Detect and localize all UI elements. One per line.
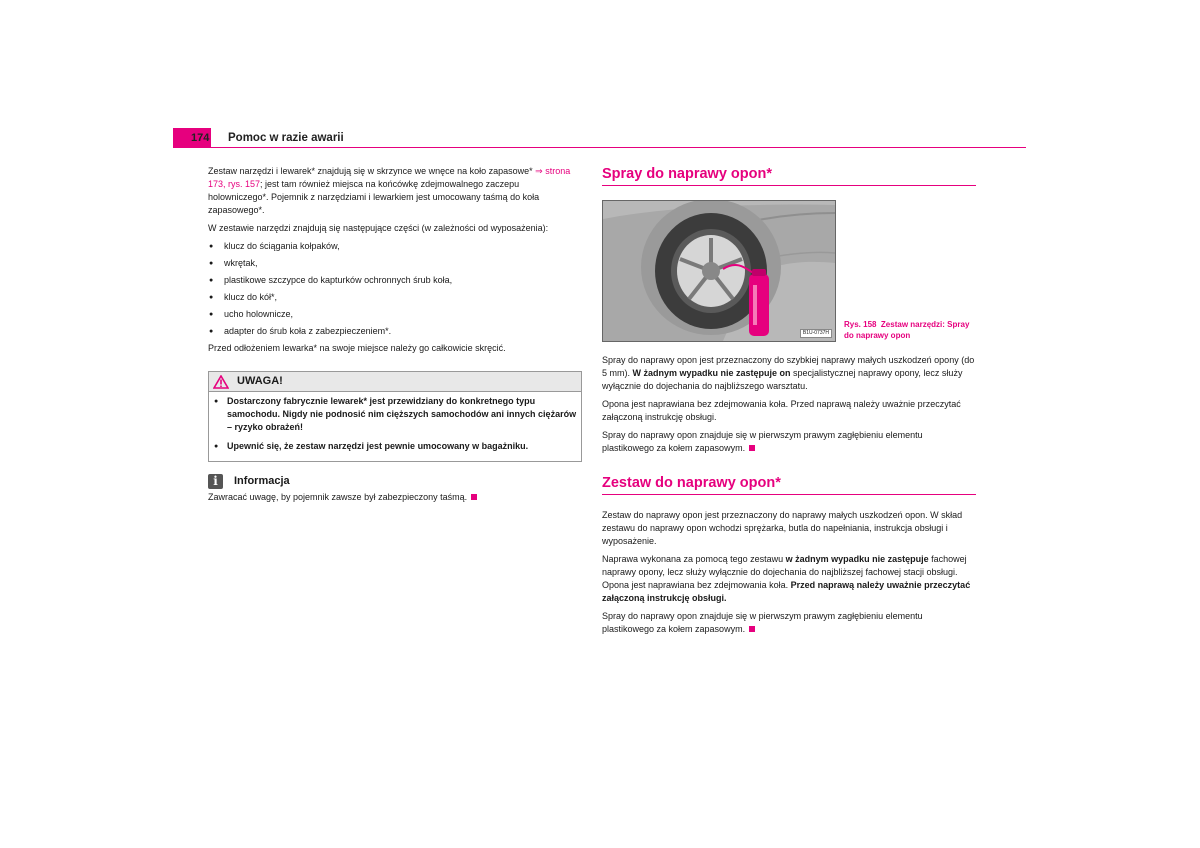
warning-item: ● Dostarczony fabrycznie lewarek* jest przewidziany do konkretnego typu samochodu. Nigdy nie podnosić nim cięższych samochodów ani innych ciężarów – ryzyko obrażeń! xyxy=(213,395,577,434)
info-icon: i xyxy=(208,474,223,489)
figure-caption xyxy=(844,319,980,341)
right-column xyxy=(602,165,976,641)
header-rule xyxy=(211,147,1026,148)
outro-paragraph: Przed odłożeniem lewarka* na swoje miejsce należy go całkowicie skręcić. xyxy=(208,343,506,353)
chapter-title: Pomoc w razie awarii xyxy=(228,132,344,144)
kit-paragraph-2: Naprawa wykonana za pomocą tego zestawu w żadnym wypadku nie zastępuje fachowej naprawy opony, lecz służy wyłącznie do dojechania do najbliższej fachowej stacji obsługi. Opona jest naprawiana bez zdejmowania koła. Przed naprawą należy uważnie przeczytać załączoną instrukcję obsługi. xyxy=(602,554,971,603)
spray-paragraph-3: Spray do naprawy opon znajduje się w pierwszym prawym zagłębieniu elementu plastikowego za kołem zapasowym. xyxy=(602,430,923,453)
kit-items-list xyxy=(208,240,582,338)
figure-code: B1U-0737H xyxy=(800,329,832,338)
warning-body xyxy=(209,392,581,461)
list-item: ● klucz do kół*, xyxy=(208,291,582,304)
list-item: ● wkrętak, xyxy=(208,257,582,270)
info-text: Zawracać uwagę, by pojemnik zawsze był zabezpieczony taśmą. xyxy=(208,492,468,502)
page-reference-link[interactable]: ⇒ strona 173, rys. 157 xyxy=(208,166,571,189)
kit-section-title: Zestaw do naprawy opon* xyxy=(602,475,781,491)
end-marker xyxy=(749,626,755,632)
info-text-paragraph xyxy=(208,491,582,504)
tire-spray-illustration xyxy=(602,200,836,342)
spray-section-title: Spray do naprawy opon* xyxy=(602,166,772,182)
page-number: 174 xyxy=(191,132,210,144)
list-item: ● plastikowe szczypce do kapturków ochronnych śrub koła, xyxy=(208,274,582,287)
intro-paragraph: Zestaw narzędzi i lewarek* znajdują się w skrzynce we wnęce na koło zapasowe* ⇒ strona 173, rys. 157; jest tam również miejsca na końcówkę zdejmowalnego zaczepu holowniczego*. Pojemnik z narzędziami i lewarkiem jest umocowany taśmą do koła zapasowego*. xyxy=(208,166,571,215)
warning-header xyxy=(209,372,581,392)
kit-intro: W zestawie narzędzi znajdują się następujące części (w zależności od wyposażenia): xyxy=(208,223,549,233)
end-marker xyxy=(471,494,477,500)
kit-paragraph-1: Zestaw do naprawy opon jest przeznaczony do naprawy małych uszkodzeń opon. W skład zestawu do naprawy opon wchodzi sprężarka, butla do napełniania, instrukcja obsługi i wyposażenie. xyxy=(602,510,963,546)
warning-triangle-icon xyxy=(213,375,229,389)
spray-paragraph-2: Opona jest naprawiana bez zdejmowania koła. Przed naprawą należy uważnie przeczytać załączoną instrukcję obsługi. xyxy=(602,399,961,422)
section-rule xyxy=(602,185,976,186)
warning-item: ● Upewnić się, że zestaw narzędzi jest pewnie umocowany w bagażniku. xyxy=(213,440,577,453)
list-item: ● klucz do ściągania kołpaków, xyxy=(208,240,582,253)
info-header xyxy=(208,474,582,489)
end-marker xyxy=(749,445,755,451)
spray-paragraph-1: Spray do naprawy opon jest przeznaczony do szybkiej naprawy małych uszkodzeń opony (do 5 mm). W żadnym wypadku nie zastępuje on specjalistycznej naprawy opony, lecz służy wyłącznie do dojechania do najbliższego warsztatu. xyxy=(602,355,975,391)
info-title: Informacja xyxy=(234,475,290,487)
figure-block xyxy=(602,200,976,342)
caption-label: Rys. 158 xyxy=(844,320,877,329)
warning-box xyxy=(208,371,582,462)
caption-text: Zestaw narzędzi: Spray do naprawy opon xyxy=(844,320,970,340)
list-item: ● ucho holownicze, xyxy=(208,308,582,321)
list-item: ● adapter do śrub koła z zabezpieczeniem*. xyxy=(208,325,582,338)
warning-title: UWAGA! xyxy=(237,375,283,387)
kit-paragraph-3: Spray do naprawy opon znajduje się w pierwszym prawym zagłębieniu elementu plastikowego za kołem zapasowym. xyxy=(602,611,923,634)
section-rule xyxy=(602,494,976,495)
left-column xyxy=(208,165,582,509)
